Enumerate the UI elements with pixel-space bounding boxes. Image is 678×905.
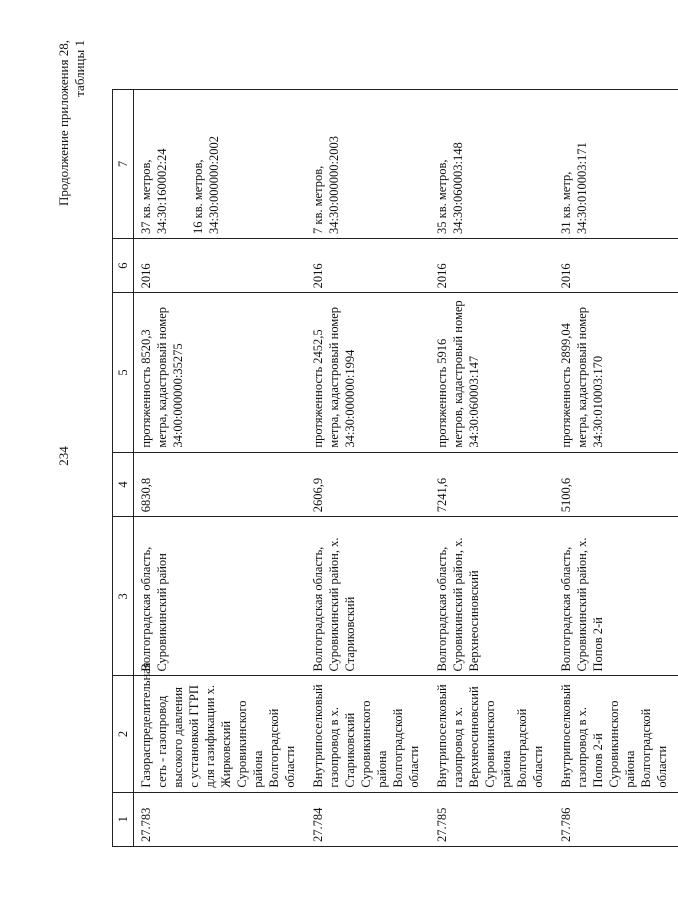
- object-year: 2016: [306, 238, 430, 292]
- object-cost: 5100,6: [554, 452, 678, 517]
- table-row: [554, 90, 678, 847]
- object-location: Волгоградская область, Суровикинский район: [134, 517, 307, 676]
- land-plot-entry: 31 кв. метр, 34:30:010003:171: [559, 142, 589, 234]
- object-name: Внутрипоселковый газопровод в х. Стариковский Суровикинского района Волгоградской области: [306, 676, 430, 792]
- object-cost: 2606,9: [306, 452, 430, 517]
- row-number: 27.784: [306, 792, 430, 846]
- object-characteristics: протяженность 8520,3 метра, кадастровый номер 34:00:000000:35275: [134, 293, 307, 452]
- column-header-5: 5: [113, 293, 134, 452]
- object-name: Внутрипоселковый газопровод в х. Попов 2-й Суровикинского района Волгоградской области: [554, 676, 678, 792]
- object-cost: 7241,6: [430, 452, 554, 517]
- land-plots: [306, 90, 430, 239]
- table-row: [134, 90, 307, 847]
- land-plot-entry: 37 кв. метров, 34:30:160002:24: [139, 148, 169, 234]
- object-year: 2016: [554, 238, 678, 292]
- object-name: Внутрипоселковый газопровод в х. Верхнеосиновский Суровикинского района Волгоградской области: [430, 676, 554, 792]
- row-number: 27.786: [554, 792, 678, 846]
- object-location: Волгоградская область, Суровикинский район, х. Попов 2-й: [554, 517, 678, 676]
- object-characteristics: протяженность 5916 метров, кадастровый номер 34:30:060003:147: [430, 293, 554, 452]
- object-year: 2016: [430, 238, 554, 292]
- object-name: Газораспределительная сеть - газопровод высокого давления с установкой ГГРП для газификации х. Жирковский Суровикинского района Волгоградской области: [134, 676, 307, 792]
- header-row: [113, 90, 134, 847]
- page-number: 234: [56, 446, 71, 466]
- row-number: 27.783: [134, 792, 307, 846]
- land-plots: [430, 90, 554, 239]
- caption-line-2: таблицы 1: [72, 40, 87, 97]
- caption-line-1: Продолжение приложения 28,: [56, 40, 71, 207]
- table-caption: [56, 40, 88, 340]
- row-number: 27.785: [430, 792, 554, 846]
- object-cost: 6830,8: [134, 452, 307, 517]
- land-plot-entry: 7 кв. метров, 34:30:000000:2003: [311, 136, 341, 234]
- column-header-1: 1: [113, 792, 134, 846]
- column-header-2: 2: [113, 676, 134, 792]
- land-plots: [134, 90, 307, 239]
- column-header-4: 4: [113, 452, 134, 517]
- object-characteristics: протяженность 2452,5 метра, кадастровый номер 34:30:000000:1994: [306, 293, 430, 452]
- object-location: Волгоградская область, Суровикинский район, х. Верхнеосиновский: [430, 517, 554, 676]
- column-header-6: 6: [113, 238, 134, 292]
- land-plot-entry: 16 кв. метров, 34:30:000000:2002: [191, 136, 221, 234]
- objects-table: [112, 89, 678, 847]
- column-header-3: 3: [113, 517, 134, 676]
- table-row: [430, 90, 554, 847]
- object-year: 2016: [134, 238, 307, 292]
- table-row: [306, 90, 430, 847]
- object-characteristics: протяженность 2899,04 метра, кадастровый номер 34:30:010003:170: [554, 293, 678, 452]
- land-plots: [554, 90, 678, 239]
- column-header-7: 7: [113, 90, 134, 239]
- object-location: Волгоградская область, Суровикинский район, х. Стариковский: [306, 517, 430, 676]
- land-plot-entry: 35 кв. метров, 34:30:060003:148: [435, 142, 465, 234]
